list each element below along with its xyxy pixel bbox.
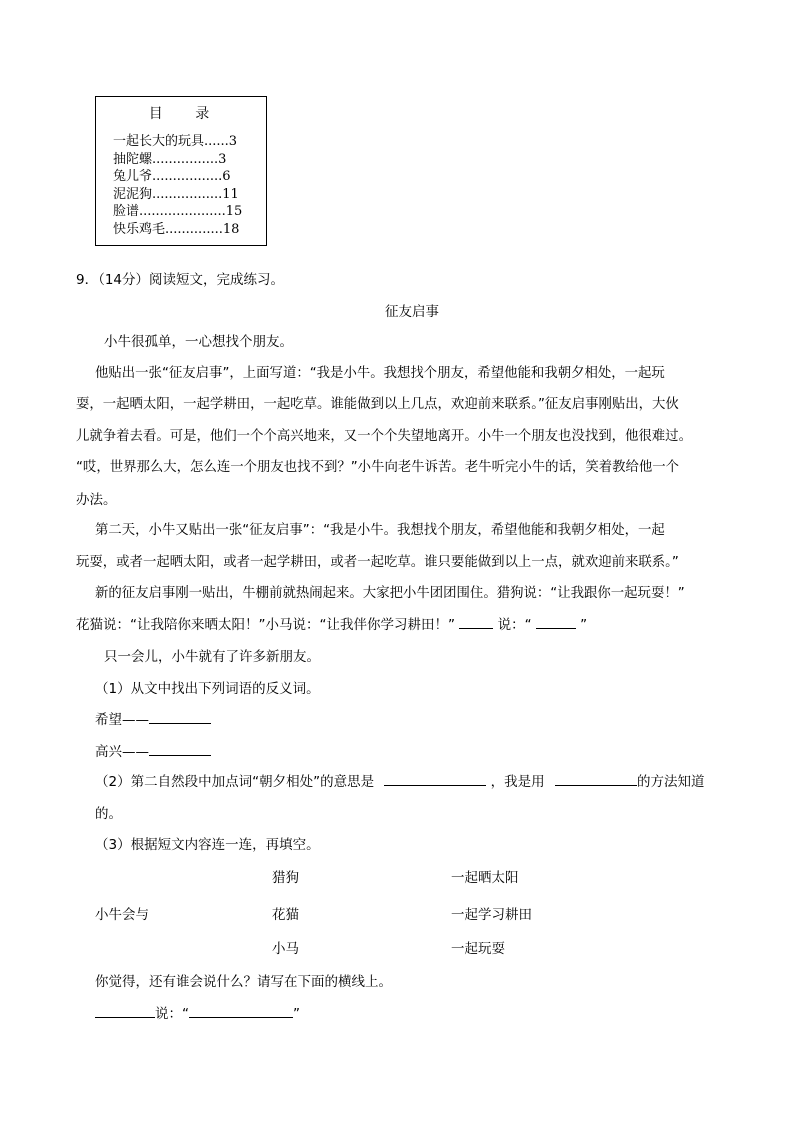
answer-blank[interactable] [555,771,637,786]
match-activity[interactable]: 一起学习耕田 [451,907,532,923]
answer-blank[interactable] [384,771,486,786]
answer-blank[interactable] [459,614,493,629]
question-header: 9．（14分）阅读短文，完成练习。 [76,272,285,288]
toc-title: 目 录 [148,106,224,122]
passage-line: 儿就争着去看。可是，他们一个个高兴地来，又一个个失望地离开。小牛一个朋友也没找到，他很难过。 [76,429,692,444]
sub1-word: 希望—— [95,712,149,728]
sub2-text: 的方法知道 [636,774,705,790]
toc-entry: 抽陀螺................3 [113,151,227,167]
passage-paragraph: 第二天，小牛又贴出一张“征友启事”：“我是小牛。我想找个朋友，希望他能和我朝夕相处，一起 [95,523,665,538]
passage-text: 说：“ [497,617,532,633]
toc-entry: 一起长大的玩具......3 [113,134,238,149]
match-subject: 小牛会与 [95,907,149,923]
match-animal[interactable]: 小马 [272,941,299,957]
toc-entry: 兔儿爷.................6 [113,169,231,184]
passage-text: 花猫说：“让我陪你来晒太阳！”小马说：“让我伴你学习耕田！” [76,617,455,633]
sub3-question: 你觉得，还有谁会说什么？请写在下面的横线上。 [95,974,392,990]
passage-line: 耍，一起晒太阳，一起学耕田，一起吃草。谁能做到以上几点，欢迎前来联系。”征友启事刚贴出，大伙 [76,397,679,412]
sub2-line [95,770,704,790]
answer-blank[interactable] [536,614,576,629]
answer-blank[interactable] [95,1003,155,1018]
answer-blank[interactable] [149,741,211,756]
sub2-line: 的。 [95,806,122,822]
passage-line: “哎，世界那么大，怎么连一个朋友也找不到？”小牛向老牛诉苦。老牛听完小牛的话，笑着教给他一个 [76,460,680,475]
passage-title: 征友启事 [385,304,439,320]
toc-entry: 快乐鸡毛..............18 [113,221,240,237]
passage-line: 办法。 [76,492,117,508]
sub2-text: ，我是用 [490,774,545,790]
toc-box [95,96,267,246]
sub1-word: 高兴—— [95,744,149,760]
match-activity[interactable]: 一起玩耍 [451,941,505,957]
toc-entry: 脸谱.....................15 [113,204,243,219]
match-activity[interactable]: 一起晒太阳 [451,870,519,886]
passage-paragraph: 只一会儿，小牛就有了许多新朋友。 [104,649,320,665]
match-animal[interactable]: 猎狗 [272,870,299,886]
sub2-text: （2）第二自然段中加点词“朝夕相处”的意思是 [95,774,375,790]
passage-line [76,613,587,633]
passage-paragraph: 小牛很孤单，一心想找个朋友。 [104,334,293,350]
answer-blank[interactable] [149,709,211,724]
passage-line: 玩耍，或者一起晒太阳，或者一起学耕田，或者一起吃草。谁只要能做到以上一点，就欢迎前来联系。” [76,555,679,570]
match-animal[interactable]: 花猫 [272,907,299,923]
sub3-prompt: （3）根据短文内容连一连，再填空。 [95,837,320,853]
sub3-say: 说：“ [155,1006,189,1022]
toc-entry: 泥泥狗.................11 [113,186,239,202]
sub1-item [95,740,211,760]
passage-paragraph: 他贴出一张“征友启事”，上面写道：“我是小牛。我想找个朋友，希望他能和我朝夕相处，一起玩 [95,366,665,381]
passage-text: ” [580,617,588,633]
sub3-close-quote: ” [293,1006,300,1022]
passage-paragraph: 新的征友启事刚一贴出，牛棚前就热闹起来。大家把小牛团团围住。猎狗说：“让我跟你一起玩耍！” [95,586,685,601]
toc-list [113,133,242,238]
sub3-answer-line [95,1002,300,1022]
sub1-prompt: （1）从文中找出下列词语的反义词。 [95,681,320,697]
sub1-item [95,708,211,728]
answer-blank[interactable] [189,1003,293,1018]
